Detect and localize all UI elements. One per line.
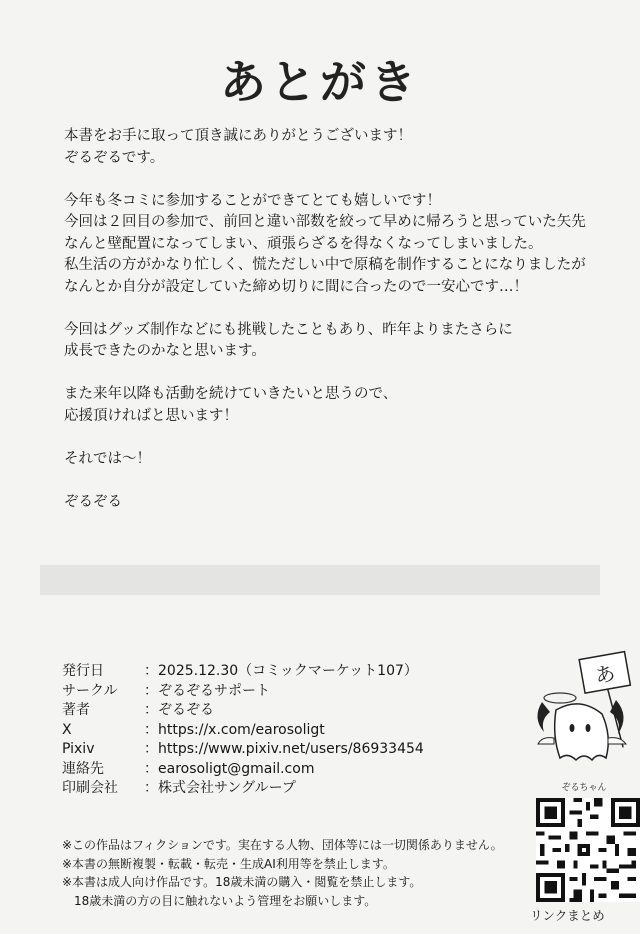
qr-caption: リンクまとめ (530, 908, 605, 923)
colophon-row-contact (62, 760, 482, 780)
text-line: 本書をお手に取って頂き誠にありがとうございます！ (64, 128, 412, 144)
colophon (62, 662, 482, 799)
text-line: また来年以降も活動を続けていきたいと思うので、 (64, 386, 398, 402)
paragraph-comiket (64, 191, 624, 299)
colophon-row-date (62, 662, 482, 682)
text-line: なんと壁配置になってしまい、頑張らざるを得なくなってしまいました。 (64, 235, 543, 252)
colophon-row-x (62, 721, 482, 741)
colophon-row-author (62, 701, 482, 721)
colophon-label: サークル (62, 682, 118, 699)
bleed-through-texture (40, 555, 600, 605)
qr-code[interactable] (536, 798, 640, 902)
text-line: 今回はグッズ制作などにも挑戦したこともあり、昨年よりまたさらに (64, 321, 513, 338)
paragraph-next-year (64, 384, 624, 427)
colophon-label: 印刷会社 (62, 780, 118, 796)
email-link[interactable]: ：earosoligt@gmail.com (144, 760, 315, 777)
colophon-label: Pixiv (62, 741, 95, 757)
text-line: 応援頂ければと思います！ (64, 407, 238, 424)
legal-notices (62, 836, 532, 910)
text-line: 私生活の方がかなり忙しく、慌ただしい中で原稿を制作することになりましたが (64, 257, 586, 273)
colophon-value: ：2025.12.30（コミックマーケット107） (144, 663, 418, 679)
colophon-row-circle (62, 682, 482, 702)
mascot-illustration (530, 640, 640, 800)
text-line: なんとか自分が設定していた締め切りに間に合ったので一安心です…！ (64, 278, 528, 295)
afterword-body (64, 126, 624, 535)
text-line: 今回は２回目の参加で、前回と違い部数を絞って早めに帰ろうと思っていた矢先 (64, 214, 586, 230)
colophon-row-printer (62, 779, 482, 799)
text-line: それでは〜！ (64, 450, 151, 467)
colophon-value: ：ぞるぞる (144, 702, 214, 718)
paragraph-signature (64, 492, 624, 514)
notice-line: ※この作品はフィクションです。実在する人物、団体等には一切関係ありません。 (62, 838, 503, 852)
notice-line: ※本書の無断複製・転載・転売・生成AI利用等を禁止します。 (62, 856, 395, 871)
author-signature: ぞるぞる (64, 493, 122, 510)
mascot-sign-text: あ (593, 660, 618, 688)
colophon-row-pixiv (62, 740, 482, 760)
notice-line: 18歳未満の方の目に触れないよう管理をお願いします。 (74, 893, 377, 908)
paragraph-farewell (64, 449, 624, 471)
notice-line: ※本書は成人向け作品です。18歳未満の購入・閲覧を禁止します。 (62, 875, 422, 889)
colophon-value: ：株式会社サングループ (144, 780, 296, 796)
text-line: ぞるぞるです。 (64, 149, 165, 166)
page-title: あとがき (220, 55, 420, 109)
pixiv-link[interactable]: ：https://www.pixiv.net/users/86933454 (144, 741, 424, 757)
text-line: 今年も冬コミに参加することができてとても嬉しいです！ (64, 192, 441, 209)
colophon-label: 著者 (62, 702, 90, 718)
x-link[interactable]: ：https://x.com/earosoligt (144, 721, 325, 738)
colophon-label: 発行日 (62, 663, 104, 679)
colophon-value: ：ぞるぞるサポート (144, 682, 270, 699)
paragraph-goods (64, 320, 624, 363)
mascot-caption: ぞるちゃん (561, 783, 607, 793)
colophon-label: 連絡先 (62, 760, 104, 777)
paragraph-greeting (64, 126, 624, 169)
text-line: 成長できたのかなと思います。 (64, 343, 266, 359)
colophon-label: X (62, 721, 72, 738)
